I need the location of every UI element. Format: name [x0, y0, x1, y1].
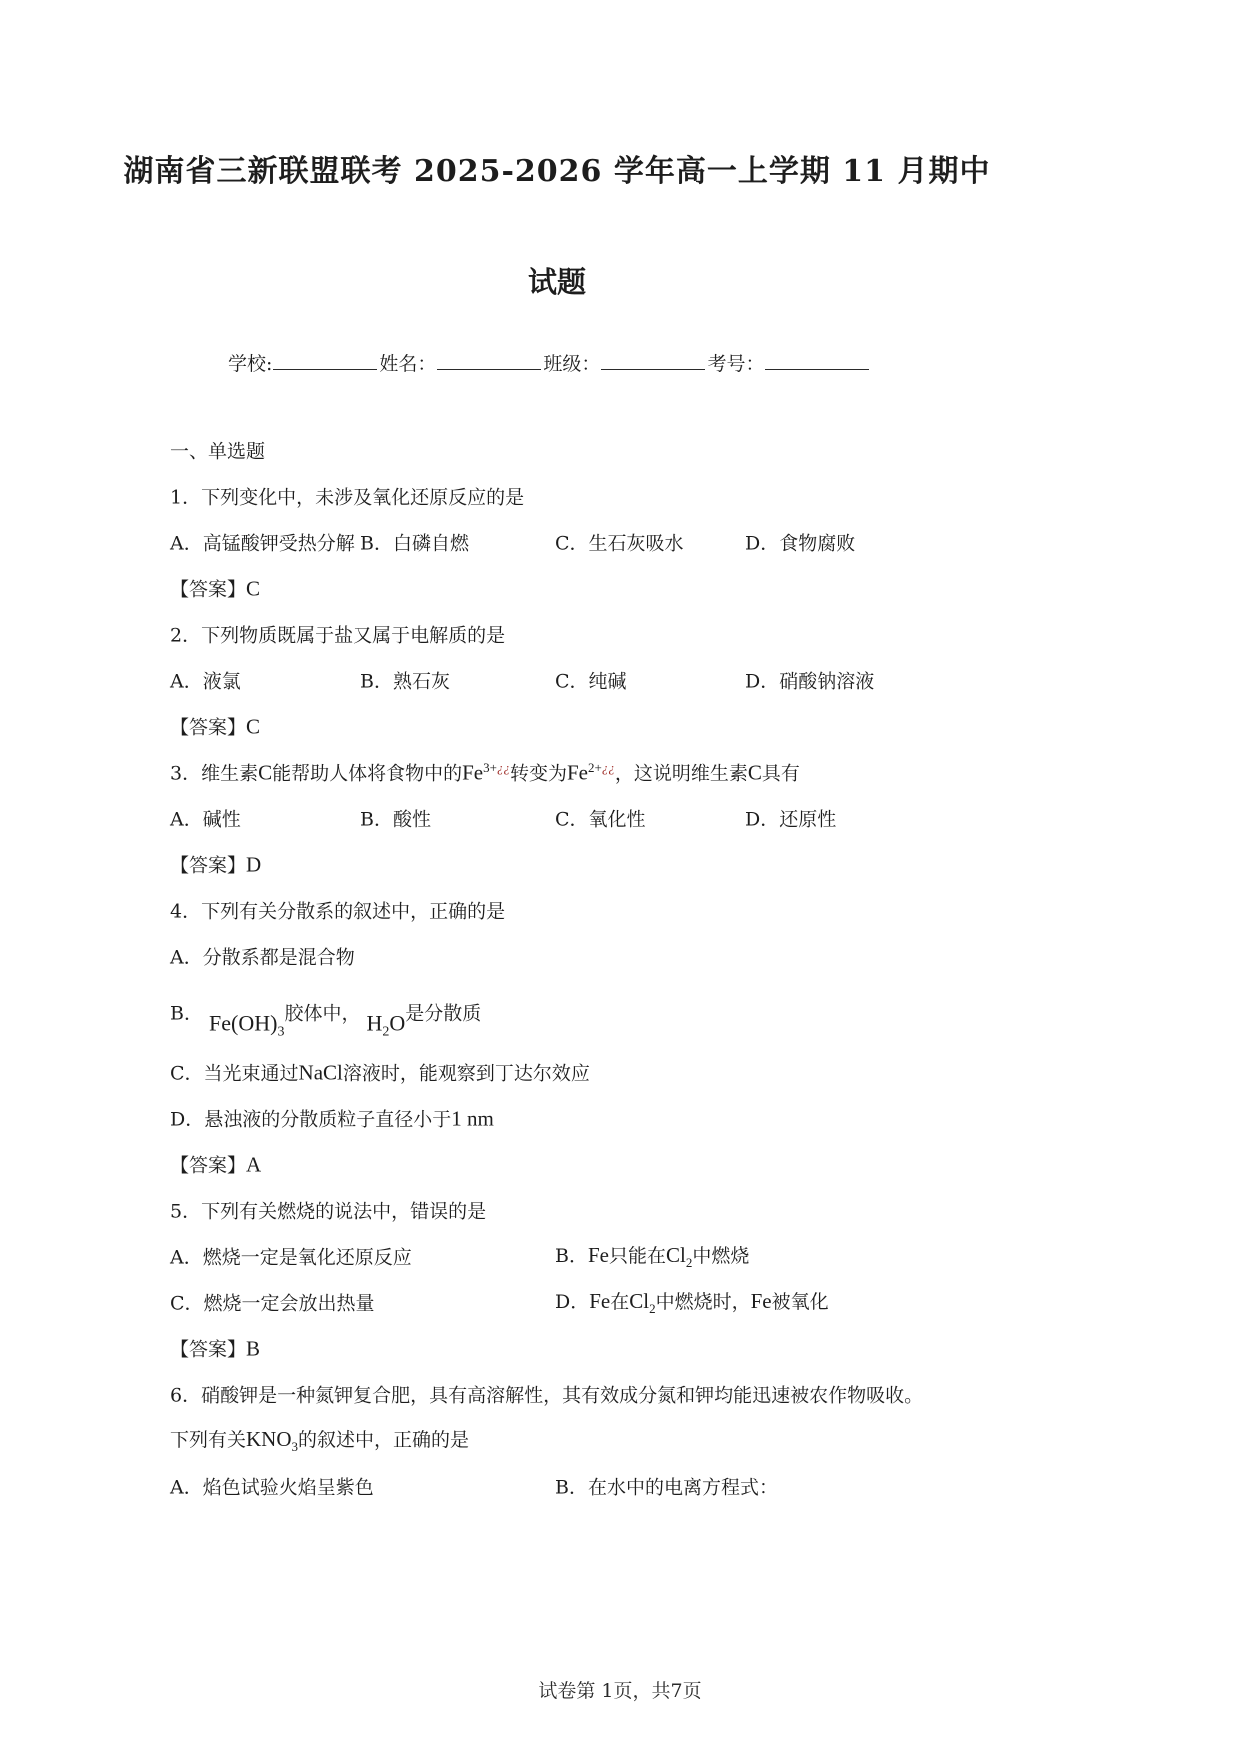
q1-option-c: C．生石灰吸水	[555, 532, 684, 555]
q5-option-c: C．燃烧一定会放出热量	[170, 1292, 375, 1315]
question-5-options-row-1	[170, 1233, 1180, 1279]
class-blank-line	[601, 348, 705, 370]
question-2-text: 2．下列物质既属于盐又属于电解质的是	[170, 624, 506, 647]
question-3-stem	[170, 749, 1180, 795]
question-1-stem	[170, 473, 1180, 519]
question-5-options-row-2	[170, 1279, 1180, 1325]
question-2-answer	[170, 703, 1180, 749]
q2-option-c: C．纯碱	[555, 670, 627, 693]
q2-option-d: D．硝酸钠溶液	[745, 670, 875, 693]
question-6-options-row	[170, 1463, 1180, 1509]
question-1-options	[170, 519, 1180, 565]
q4-option-d: D．悬浊液的分散质粒子直径小于1 nm	[170, 1106, 494, 1131]
q4-option-a: A．分散系都是混合物	[170, 946, 355, 969]
name-blank-line	[437, 348, 541, 370]
question-5-stem	[170, 1187, 1180, 1233]
q5-option-b: B．Fe只能在$Cl_2$中燃烧	[555, 1243, 750, 1270]
question-4-option-a-row	[170, 933, 1180, 979]
page-footer: 试卷第 1页，共7页	[538, 1680, 702, 1702]
question-6-stem-line-1	[170, 1371, 1180, 1417]
school-blank-line	[273, 348, 377, 370]
question-1-answer	[170, 565, 1180, 611]
q5-option-a: A．燃烧一定是氧化还原反应	[170, 1246, 412, 1269]
q3-option-c: C．氧化性	[555, 808, 646, 831]
q3-option-a: A．碱性	[170, 808, 241, 831]
question-4-option-c-row	[170, 1049, 1180, 1095]
class-label: 班级：	[543, 353, 601, 375]
q2-option-a: A．液氯	[170, 670, 241, 693]
answer-text: 【答案】D	[170, 852, 262, 877]
question-5-answer	[170, 1325, 1180, 1371]
document-title-line2: 试题	[527, 265, 586, 299]
q3-option-b: B．酸性	[360, 808, 431, 831]
answer-text: 【答案】A	[170, 1152, 262, 1177]
exam-no-blank-line	[765, 348, 869, 370]
question-4-option-d-row	[170, 1095, 1180, 1141]
q1-option-b: B．白磷自燃	[360, 532, 469, 555]
q1-option-d: D．食物腐败	[745, 532, 856, 555]
q4-option-c: C．当光束通过NaCl溶液时，能观察到丁达尔效应	[170, 1060, 590, 1085]
q1-option-a: A．高锰酸钾受热分解	[170, 532, 355, 555]
q3-option-d: D．还原性	[745, 808, 837, 831]
answer-text: 【答案】C	[170, 576, 261, 601]
question-3-text: 3．维生素C能帮助人体将食物中的$Fe^{3+¿¿}$转变为$Fe^{2+¿¿}$，这说明维生素C具有	[170, 760, 800, 785]
q2-option-b: B．熟石灰	[360, 670, 450, 693]
question-4-text: 4．下列有关分散系的叙述中，正确的是	[170, 900, 506, 923]
section-heading	[170, 427, 1180, 473]
question-3-options	[170, 795, 1180, 841]
q6-option-b: B．在水中的电离方程式：	[555, 1476, 778, 1499]
name-label: 姓名：	[379, 353, 437, 375]
document-title-line1: 湖南省三新联盟联考 2025-2026 学年高一上学期 11 月期中	[123, 154, 991, 189]
document-body	[170, 427, 1180, 1509]
school-label: 学校:	[228, 353, 273, 375]
answer-text: 【答案】B	[170, 1336, 261, 1361]
section-heading-text: 一、单选题	[170, 440, 266, 463]
exam-no-label: 考号：	[707, 353, 765, 375]
question-2-options	[170, 657, 1180, 703]
q4-option-b: B． $Fe(OH)_3$胶体中， $H_2O$是分散质	[170, 1002, 482, 1040]
question-4-stem	[170, 887, 1180, 933]
q6-option-a: A．焰色试验火焰呈紫色	[170, 1476, 374, 1499]
question-3-answer	[170, 841, 1180, 887]
answer-text: 【答案】C	[170, 714, 261, 739]
question-4-option-b-row	[170, 979, 1180, 1049]
question-5-text: 5．下列有关燃烧的说法中，错误的是	[170, 1200, 487, 1223]
question-6-text-2: 下列有关$KNO_3$的叙述中，正确的是	[170, 1427, 470, 1454]
question-2-stem	[170, 611, 1180, 657]
question-1-text: 1．下列变化中，未涉及氧化还原反应的是	[170, 486, 525, 509]
question-6-text-1: 6．硝酸钾是一种氮钾复合肥，具有高溶解性，其有效成分氮和钾均能迅速被农作物吸收。	[170, 1384, 924, 1407]
student-info-row	[228, 348, 871, 376]
question-4-answer	[170, 1141, 1180, 1187]
q5-option-d: D．Fe在$Cl_2$中燃烧时，Fe被氧化	[555, 1289, 829, 1316]
question-6-stem-line-2	[170, 1417, 1180, 1463]
